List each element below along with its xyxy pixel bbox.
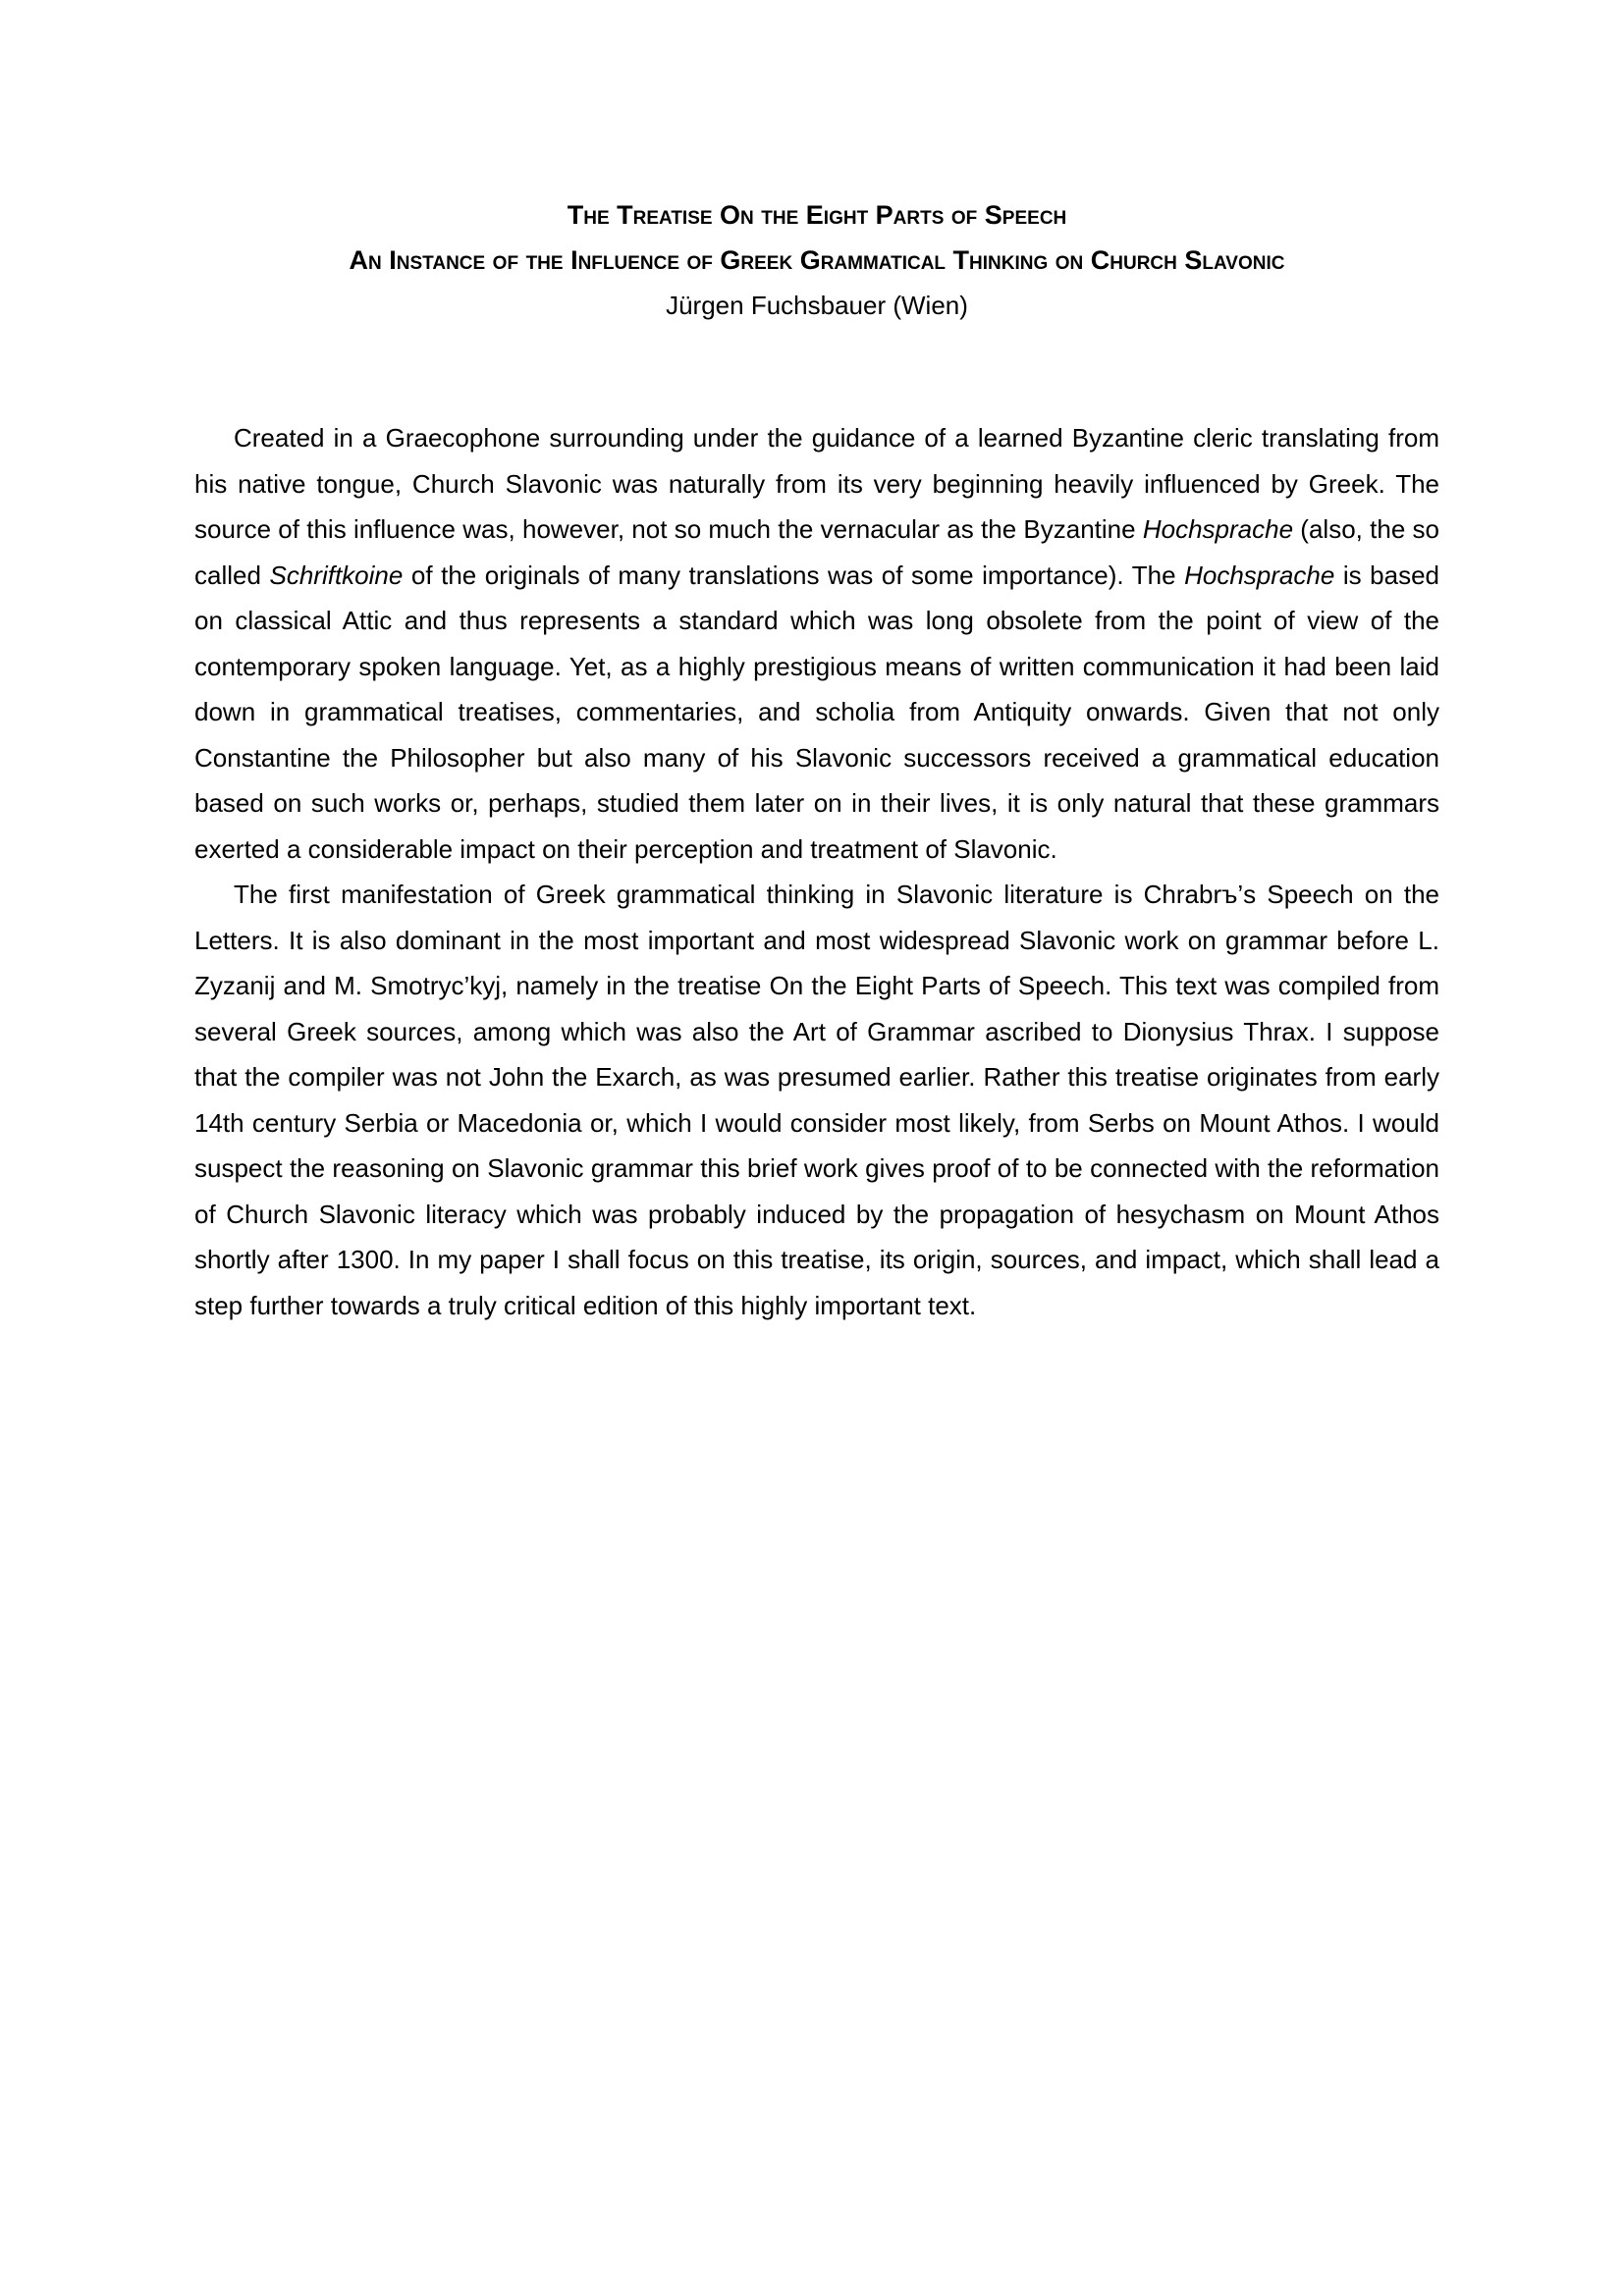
- title-block: [194, 192, 1439, 328]
- italic-term: Hochsprache: [1142, 514, 1294, 544]
- text-segment: The first manifestation of Greek grammatical thinking in Slavonic literature is Chrabrъ’s Speech on the Letters. It is also dominant in the most important and most widespread Slavonic work on grammar before L. Zyzanij and M. Smotryc’kyj, namely in the treatise On the Eight Parts of Speech. This text was compiled from several Greek sources, among which was also the Art of Grammar ascribed to Dionysius Thrax. I suppose that the compiler was not John the Exarch, as was presumed earlier. Rather this treatise originates from early 14th century Serbia or Macedonia or, which I would consider most likely, from Serbs on Mount Athos. I would suspect the reasoning on Slavonic grammar this brief work gives proof of to be connected with the reformation of Church Slavonic literacy which was probably induced by the propagation of hesychasm on Mount Athos shortly after 1300. In my paper I shall focus on this treatise, its origin, sources, and impact, which shall lead a step further towards a truly critical edition of this highly important text.: [194, 880, 1439, 1320]
- paragraph-2: [194, 872, 1439, 1328]
- text-segment: (also, the so called: [194, 514, 1439, 590]
- italic-term: Hochsprache: [1184, 560, 1335, 590]
- paper-title: The Treatise On the Eight Parts of Speech: [567, 200, 1067, 230]
- abstract-body: [194, 415, 1439, 1328]
- paragraph-1: [194, 415, 1439, 872]
- author-line: Jürgen Fuchsbauer (Wien): [666, 291, 968, 320]
- text-segment: Created in a Graecophone surrounding under the guidance of a learned Byzantine cleric translating from his native tongue, Church Slavonic was naturally from its very beginning heavily influenced by Greek. The source of this influence was, however, not so much the vernacular as the Byzantine: [194, 423, 1439, 544]
- italic-term: Schriftkoine: [269, 560, 404, 590]
- text-segment: is based on classical Attic and thus represents a standard which was long obsolete from the point of view of the contemporary spoken language. Yet, as a highly prestigious means of written communication it had been laid down in grammatical treatises, commentaries, and scholia from Antiquity onwards. Given that not only Constantine the Philosopher but also many of his Slavonic successors received a grammatical education based on such works or, perhaps, studied them later on in their lives, it is only natural that these grammars exerted a considerable impact on their perception and treatment of Slavonic.: [194, 560, 1439, 864]
- paper-subtitle: An Instance of the Influence of Greek Grammatical Thinking on Church Slavonic: [349, 245, 1285, 275]
- text-segment: of the originals of many translations was of some importance). The: [403, 560, 1185, 590]
